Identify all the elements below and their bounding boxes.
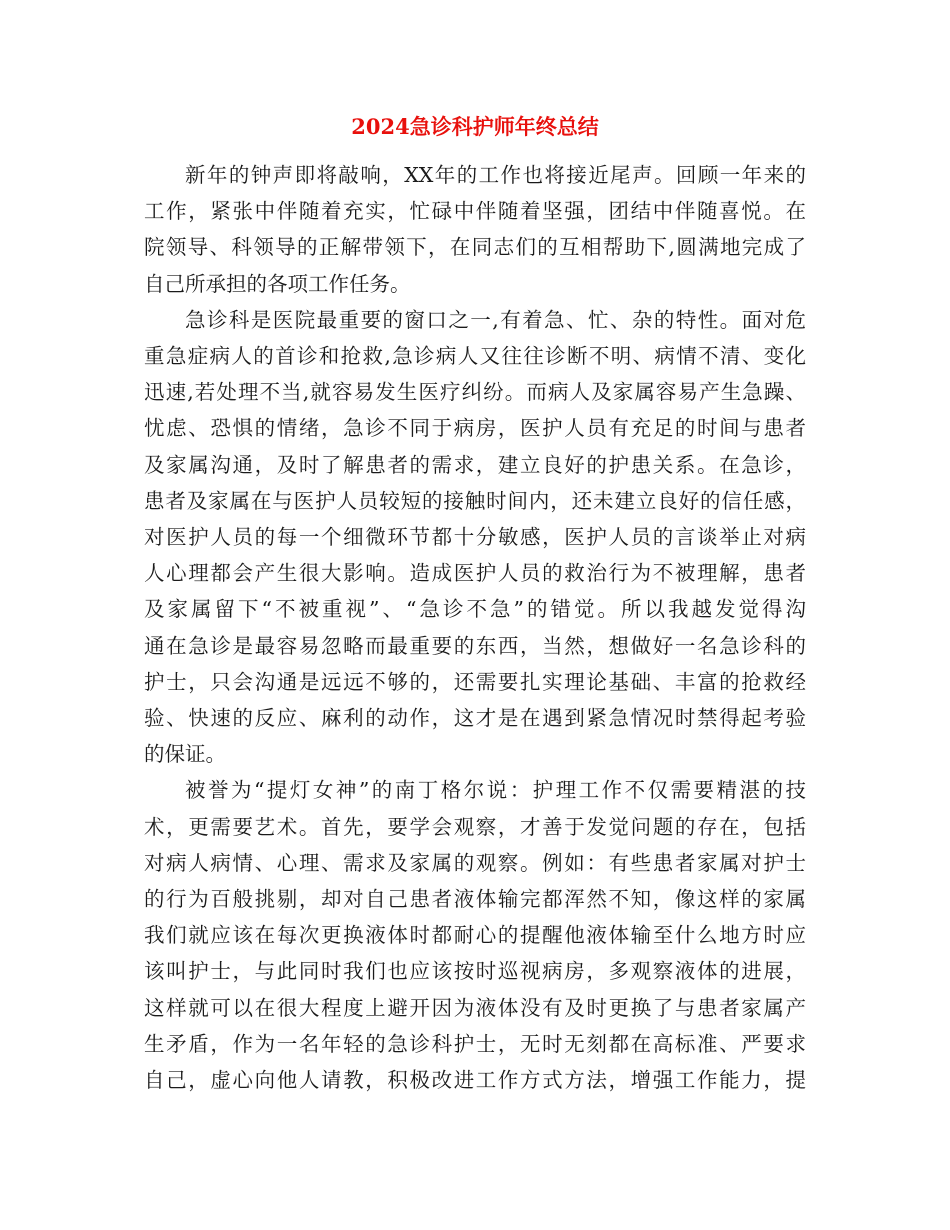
paragraph-line: 验、快速的反应、麻利的动作，这才是在遇到紧急情况时禁得起考验 [144, 706, 806, 731]
paragraph-line: 被誉为“提灯女神”的南丁格尔说：护理工作不仅需要精湛的技 [185, 778, 806, 803]
paragraph-line: 迅速,若处理不当,就容易发生医疗纠纷。而病人及家属容易产生急躁、 [144, 380, 806, 405]
paragraph-line: 这样就可以在很大程度上避开因为液体没有及时更换了与患者家属产 [144, 995, 806, 1020]
paragraph-line: 及家属留下“不被重视”、“急诊不急”的错觉。所以我越发觉得沟 [144, 597, 806, 622]
paragraph-line: 通在急诊是最容易忽略而最重要的东西，当然，想做好一名急诊科的 [144, 633, 806, 658]
paragraph-line: 患者及家属在与医护人员较短的接触时间内，还未建立良好的信任感， [144, 488, 806, 513]
paragraph-line: 新年的钟声即将敲响，XX年的工作也将接近尾声。回顾一年来的 [185, 163, 806, 187]
paragraph-line: 自己所承担的各项工作任务。 [144, 271, 411, 296]
paragraph-line: 生矛盾，作为一名年轻的急诊科护士，无时无刻都在高标准、严要求 [144, 1031, 806, 1056]
paragraph-line: 的保证。 [144, 742, 226, 767]
document-title: 2024急诊科护师年终总结 [351, 114, 599, 139]
paragraph-line: 护士，只会沟通是远远不够的，还需要扎实理论基础、丰富的抢救经 [144, 669, 806, 694]
paragraph-line: 忧虑、恐惧的情绪，急诊不同于病房，医护人员有充足的时间与患者 [144, 416, 806, 441]
paragraph-line: 人心理都会产生很大影响。造成医护人员的救治行为不被理解，患者 [144, 561, 806, 586]
paragraph-line: 的行为百般挑剔，却对自己患者液体输完都浑然不知，像这样的家属 [144, 887, 806, 912]
paragraph-line: 自己，虚心向他人请教，积极改进工作方式方法，增强工作能力，提 [144, 1068, 806, 1093]
paragraph-line: 对医护人员的每一个细微环节都十分敏感，医护人员的言谈举止对病 [144, 525, 806, 550]
paragraph-line: 急诊科是医院最重要的窗口之一,有着急、忙、杂的特性。面对危 [185, 307, 806, 332]
paragraph-1 [144, 157, 806, 302]
document-body [144, 157, 806, 1098]
paragraph-line: 院领导、科领导的正解带领下，在同志们的互相帮助下,圆满地完成了 [144, 235, 806, 260]
paragraph-line: 对病人病情、心理、需求及家属的观察。例如：有些患者家属对护士 [144, 850, 806, 875]
paragraph-line: 术，更需要艺术。首先，要学会观察，才善于发觉问题的存在，包括 [144, 814, 806, 839]
paragraph-line: 重急症病人的首诊和抢救,急诊病人又往往诊断不明、病情不清、变化 [144, 344, 806, 369]
paragraph-line: 该叫护士，与此同时我们也应该按时巡视病房，多观察液体的进展， [144, 959, 806, 984]
paragraph-line: 我们就应该在每次更换液体时都耐心的提醒他液体输至什么地方时应 [144, 923, 806, 948]
paragraph-3 [144, 772, 806, 1098]
paragraph-line: 工作，紧张中伴随着充实，忙碌中伴随着坚强，团结中伴随喜悦。在 [144, 199, 806, 224]
paragraph-2 [144, 302, 806, 773]
paragraph-line: 及家属沟通，及时了解患者的需求，建立良好的护患关系。在急诊， [144, 452, 806, 477]
